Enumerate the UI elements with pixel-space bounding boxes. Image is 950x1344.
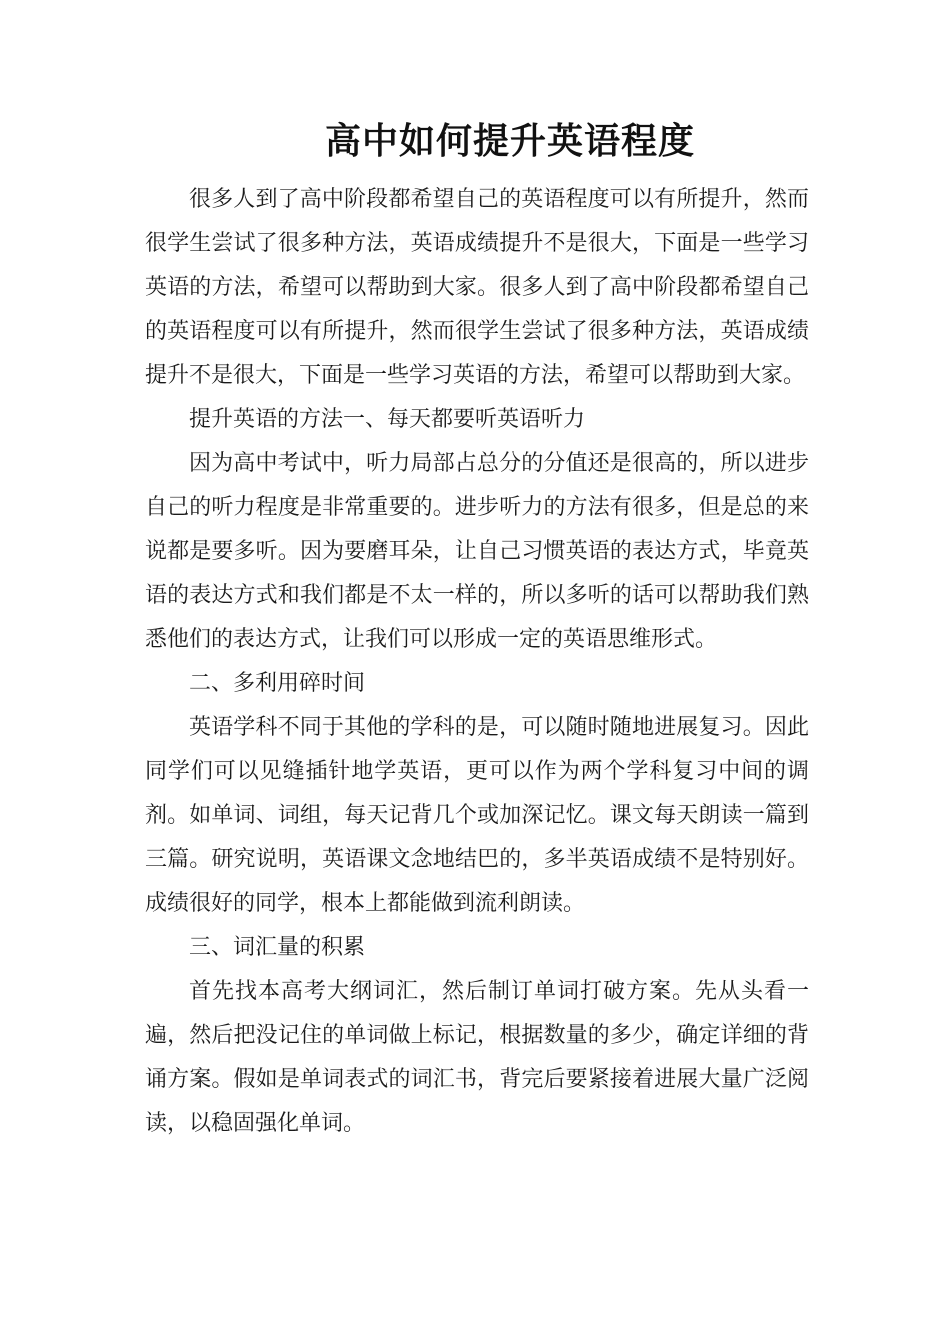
section-heading-listening: 提升英语的方法一、每天都要听英语听力 bbox=[189, 407, 586, 432]
section-heading-spare-time: 二、多利用碎时间 bbox=[189, 671, 366, 696]
document-body bbox=[145, 178, 809, 1146]
document-title: 高中如何提升英语程度 bbox=[324, 120, 695, 162]
listening-paragraph: 因为高中考试中，听力局部占总分的分值还是很高的，所以进步自己的听力程度是非常重要的。进步听力的方法有很多，但是总的来说都是要多听。因为要磨耳朵，让自己习惯英语的表达方式，毕竟英语的表达方式和我们都是不太一样的，所以多听的话可以帮助我们熟悉他们的表达方式，让我们可以形成一定的英语思维形式。 bbox=[145, 451, 809, 652]
spare-time-paragraph: 英语学科不同于其他的学科的是，可以随时随地进展复习。因此同学们可以见缝插针地学英语，更可以作为两个学科复习中间的调剂。如单词、词组，每天记背几个或加深记忆。课文每天朗读一篇到三篇。研究说明，英语课文念地结巴的，多半英语成绩不是特别好。成绩很好的同学，根本上都能做到流利朗读。 bbox=[145, 715, 809, 916]
section-heading-vocabulary: 三、词汇量的积累 bbox=[189, 935, 366, 960]
intro-paragraph: 很多人到了高中阶段都希望自己的英语程度可以有所提升，然而很学生尝试了很多种方法，英语成绩提升不是很大，下面是一些学习英语的方法，希望可以帮助到大家。很多人到了高中阶段都希望自己的英语程度可以有所提升，然而很学生尝试了很多种方法，英语成绩提升不是很大，下面是一些学习英语的方法，希望可以帮助到大家。 bbox=[145, 187, 809, 388]
vocabulary-paragraph: 首先找本高考大纲词汇，然后制订单词打破方案。先从头看一遍，然后把没记住的单词做上标记，根据数量的多少，确定详细的背诵方案。假如是单词表式的词汇书，背完后要紧接着进展大量广泛阅读，以稳固强化单词。 bbox=[145, 979, 809, 1136]
